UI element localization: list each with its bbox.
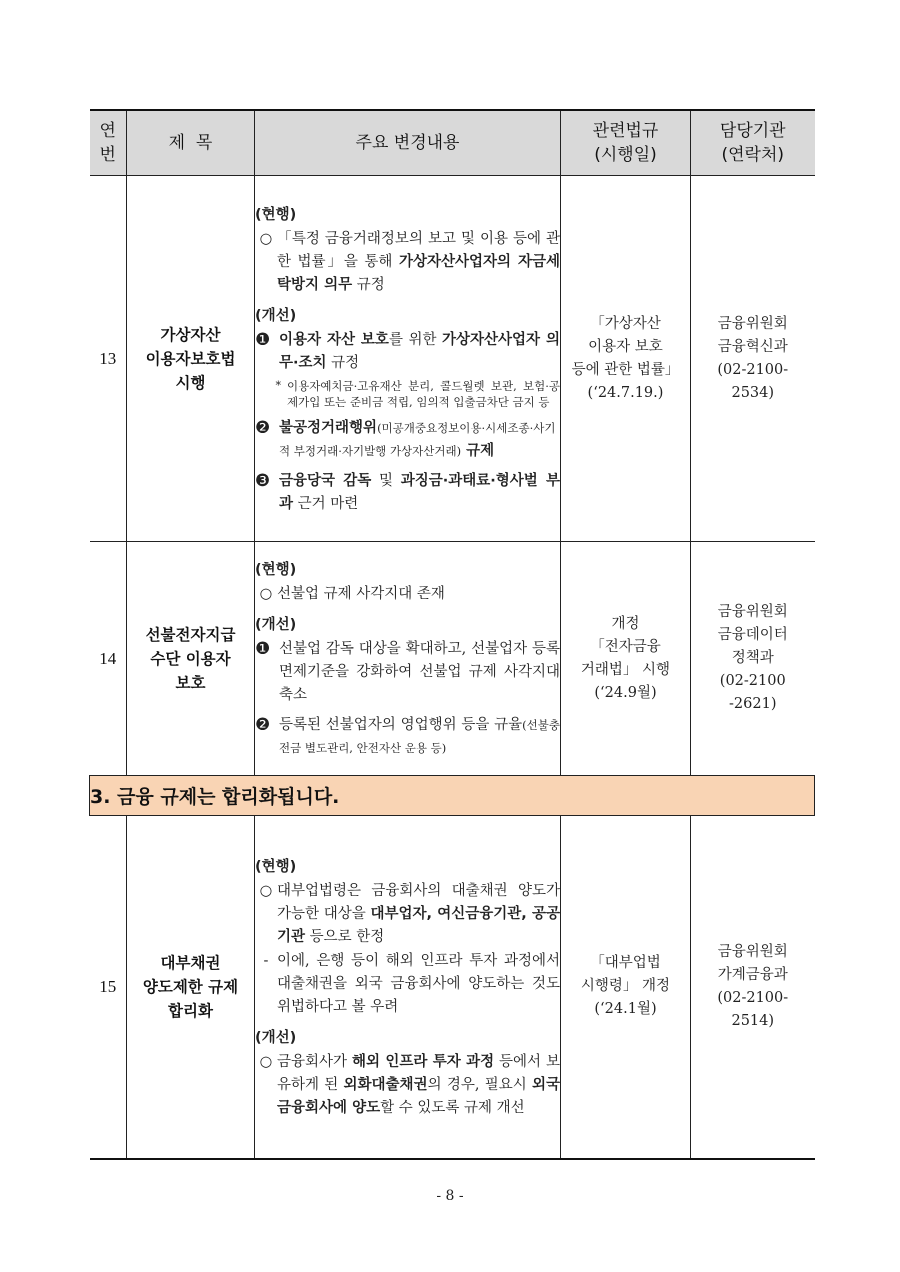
item-emphasis: 해외 인프라 투자 과정	[351, 1053, 495, 1070]
item-emphasis: 이용자 자산 보호	[279, 331, 389, 348]
list-item	[255, 329, 560, 375]
table-header-row	[90, 110, 815, 176]
list-item	[255, 950, 560, 1019]
item-text: 등으로 한정	[305, 928, 385, 945]
header-org: 담당기관 (연락처)	[691, 110, 815, 176]
number-two-icon: ❷	[255, 417, 271, 438]
table-row	[90, 542, 815, 776]
document-page	[89, 109, 814, 1160]
header-no: 연 번	[90, 110, 127, 176]
circle-bullet-icon: ○	[259, 882, 273, 899]
row-title: 가상자산 이용자보호법 시행	[127, 176, 255, 542]
improvement-label: (개선)	[255, 617, 297, 633]
asterisk-icon: *	[275, 378, 281, 392]
row-content	[255, 816, 561, 1159]
item-emphasis: 규제	[461, 442, 495, 459]
current-label: (현행)	[255, 206, 297, 223]
row-number: 13	[90, 176, 127, 542]
row-number: 14	[90, 542, 127, 776]
row-law: 「대부업법 시행령」 개정 (‘24.1월)	[561, 816, 691, 1159]
current-label: (현행)	[255, 562, 297, 578]
row-content	[255, 542, 561, 776]
item-emphasis: 가상자산사업자의 자금세탁방지 의무	[277, 253, 560, 293]
row-content	[255, 176, 561, 542]
number-one-icon: ❶	[255, 639, 271, 659]
header-content: 주요 변경내용	[255, 110, 561, 176]
number-one-icon: ❶	[255, 329, 271, 350]
item-text: 「특정 금융거래정보의 보고 및 이용 등에 관한 법률」을 통해	[277, 230, 560, 270]
item-emphasis: 금융당국 감독	[279, 472, 372, 489]
row-law: 「가상자산 이용자 보호 등에 관한 법률」 (‘24.7.19.)	[561, 176, 691, 542]
item-emphasis: 외화대출채권	[343, 1076, 428, 1093]
item-text: 할 수 있도록 규제 개선	[380, 1099, 525, 1116]
item-text: 근거 마련	[293, 495, 359, 512]
item-emphasis: 대부업자, 여신금융기관, 공공기관	[277, 905, 560, 945]
dash-bullet-icon: -	[263, 952, 269, 969]
list-item	[255, 638, 560, 707]
improvement-label: (개선)	[255, 1029, 297, 1046]
item-text: 선불업 감독 대상을 확대하고, 선불업자 등록 면제기준을 강화하여 선불업 규제 사각지대 축소	[279, 641, 560, 703]
item-emphasis: 외국 금융회사에 양도	[277, 1076, 560, 1116]
item-detail: (미공개중요정보이용·시세조종·사기적 부정거래·자기발행 가상자산거래)	[279, 420, 556, 458]
footnote	[255, 378, 560, 411]
header-law: 관련법규 (시행일)	[561, 110, 691, 176]
item-emphasis: 불공정거래행위	[279, 419, 378, 436]
number-two-icon: ❷	[255, 715, 271, 735]
item-text: 금융회사가	[277, 1053, 352, 1070]
row-title: 선불전자지급 수단 이용자 보호	[127, 542, 255, 776]
row-org: 금융위원회 금융혁신과 (02-2100- 2534)	[691, 176, 815, 542]
item-text: 규정	[326, 354, 360, 371]
item-text: 등록된 선불업자의 영업행위 등을 규율	[279, 717, 523, 733]
row-number: 15	[90, 816, 127, 1159]
item-text: 를 위한	[388, 331, 442, 348]
improvement-label: (개선)	[255, 307, 297, 324]
item-text: 의 경우, 필요시	[427, 1076, 532, 1093]
list-item	[255, 714, 560, 760]
circle-bullet-icon: ○	[259, 586, 273, 602]
item-text: 이에, 은행 등이 해외 인프라 투자 과정에서 대출채권을 외국 금융회사에 양도하는 것도 위법하다고 볼 우려	[277, 952, 560, 1015]
current-label: (현행)	[255, 858, 297, 875]
item-text: 및	[371, 472, 401, 489]
item-emphasis: 가상자산사업자 의무·조치	[279, 331, 561, 371]
row-org: 금융위원회 가계금융과 (02-2100- 2514)	[691, 816, 815, 1159]
item-detail: (선불충전금 별도관리, 안전자산 운용 등)	[279, 718, 560, 755]
circle-bullet-icon: ○	[259, 230, 273, 247]
list-item	[255, 583, 560, 606]
list-item	[255, 880, 560, 949]
item-text: 대부업법령은 금융회사의 대출채권 양도가 가능한 대상을	[277, 882, 560, 922]
list-item	[255, 1051, 560, 1120]
row-org: 금융위원회 금융데이터 정책과 (02-2100 -2621)	[691, 542, 815, 776]
item-text: 선불업 규제 사각지대 존재	[277, 586, 445, 602]
row-law: 개정 「전자금융 거래법」 시행 (‘24.9월)	[561, 542, 691, 776]
footnote-text: 이용자예치금·고유재산 분리, 콜드월렛 보관, 보험·공제가입 또는 준비금 적립, 임의적 입출금차단 금지 등	[287, 378, 560, 409]
section-row	[90, 776, 815, 816]
list-item	[255, 470, 560, 516]
page-number: - 8 -	[436, 1188, 464, 1204]
item-text: 등에서 보유하게 된	[277, 1053, 560, 1093]
item-text: 규정	[352, 276, 385, 293]
list-item	[255, 417, 560, 463]
table-row	[90, 176, 815, 542]
section-title: 3. 금융 규제는 합리화됩니다.	[90, 776, 815, 816]
table-row	[90, 816, 815, 1159]
circle-bullet-icon: ○	[259, 1053, 273, 1070]
number-three-icon: ❸	[255, 470, 271, 491]
list-item	[255, 228, 560, 297]
row-title: 대부채권 양도제한 규제 합리화	[127, 816, 255, 1159]
item-emphasis: 과징금·과태료·형사벌 부과	[279, 472, 561, 512]
header-title: 제 목	[127, 110, 255, 176]
policy-table	[89, 109, 815, 1160]
